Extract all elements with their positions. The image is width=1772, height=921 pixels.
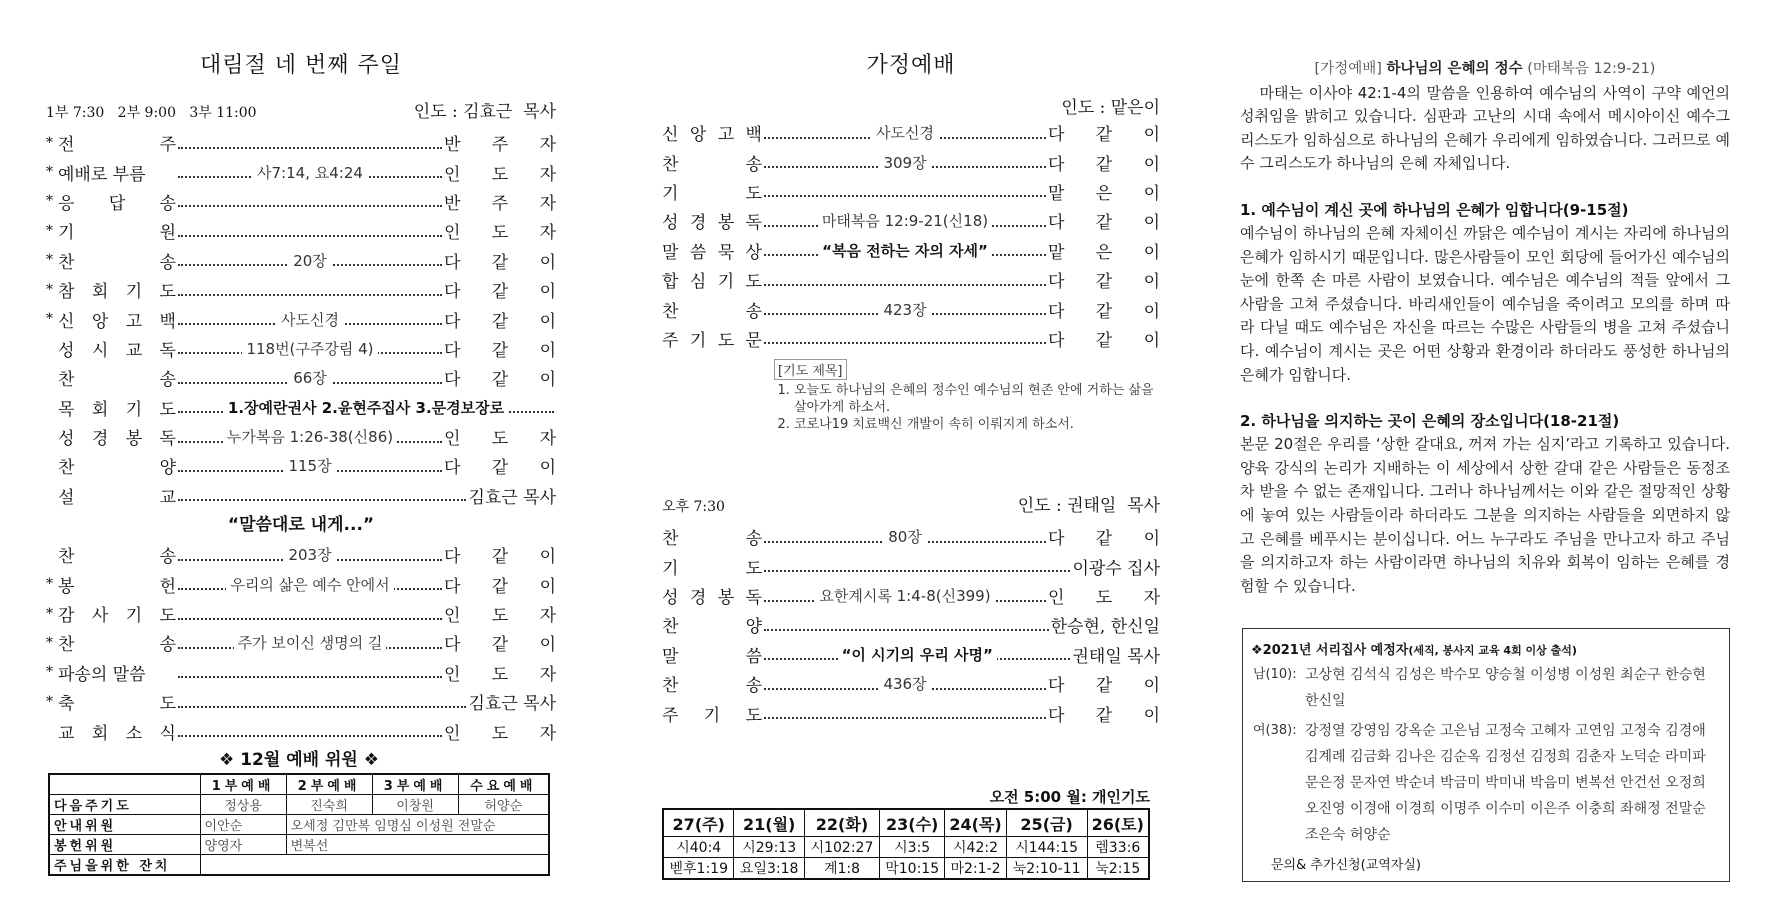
home-worship-column: [662, 0, 1160, 728]
devotion-tag: [가정예배]: [1314, 61, 1382, 77]
home-worship-title: 가정예배: [866, 53, 956, 78]
female-candidates: [1253, 718, 1723, 848]
order-item: [46, 628, 556, 657]
order-item-label: 기 원: [58, 223, 176, 244]
dotted-leader: [178, 576, 442, 592]
staff-member: 이안순: [200, 815, 286, 835]
dotted-leader: [764, 529, 1046, 545]
order-item-label: 기 도: [662, 558, 762, 579]
order-item-person: 다 같 이: [1048, 272, 1160, 293]
order-item: [46, 128, 556, 157]
daily-reading: 시40:4: [663, 837, 734, 858]
order-item-person: 다 같 이: [444, 547, 556, 568]
staff-header: 3부예배: [372, 774, 458, 795]
order-item-label: 성 경 봉 독: [662, 588, 762, 609]
section-1-title: 1. 예수님이 계신 곳에 하나님의 은혜가 임합니다(9-15절): [1240, 200, 1629, 219]
order-item-label: 목 회 기 도: [58, 399, 176, 420]
day-header: 21(월): [734, 809, 804, 837]
prayer-item: 2. 코로나19 치료백신 개발이 속히 이뤄지게 하소서.: [794, 416, 1160, 433]
order-item-person: 인 도 자: [444, 664, 556, 685]
order-item-person: 다 같 이: [444, 635, 556, 656]
day-header: 27(주): [663, 809, 734, 837]
order-item-label: 찬 송: [662, 154, 762, 175]
dotted-leader: [178, 370, 442, 386]
order-item-person: 다 같 이: [1048, 301, 1160, 322]
daily-reading: 벧후1:19: [663, 858, 734, 880]
order-item-person: 다 같 이: [444, 576, 556, 597]
order-item-person: 다 같 이: [444, 370, 556, 391]
staff-member: 이창원: [372, 795, 458, 815]
order-item-person: 다 같 이: [1048, 330, 1160, 351]
service-title: 대림절 네 번째 주일: [200, 53, 402, 78]
order-item-label: 성 시 교 독: [58, 340, 176, 361]
order-item-person: 다 같 이: [444, 458, 556, 479]
order-item: [662, 118, 1160, 147]
order-item-person: 김효근 목사: [468, 694, 556, 715]
dotted-leader: [178, 399, 554, 415]
day-header: 23(수): [880, 809, 945, 837]
order-item: [46, 304, 556, 333]
daily-reading-table: [662, 808, 1150, 880]
order-item-person: 인 도 자: [444, 606, 556, 627]
order-item-note: 우리의 삶은 예수 안에서: [226, 576, 393, 592]
order-item-person: 다 같 이: [1048, 154, 1160, 175]
order-item-person: 인 도 자: [444, 723, 556, 744]
dotted-leader: [764, 617, 1049, 633]
standing-mark: *: [46, 634, 53, 651]
evening-leader: 인도 : 권태일 목사: [1017, 496, 1160, 517]
deacon-candidates-box: [1242, 628, 1730, 882]
order-item: [662, 698, 1160, 727]
order-item-person: 다 같 이: [1048, 529, 1160, 550]
evening-order: [662, 522, 1160, 728]
staff-member: 양영자: [200, 835, 286, 855]
order-item-person: 인 도 자: [444, 164, 556, 185]
order-item: [662, 669, 1160, 698]
dotted-leader: [764, 588, 1046, 604]
dawn-prayer-note: 오전 5:00 월: 개인기도: [989, 788, 1150, 806]
order-item-note: 누가복음 1:26-38(신86): [223, 429, 397, 445]
order-of-service-continued: [46, 540, 556, 746]
evening-time: 오후 7:30: [662, 499, 725, 516]
standing-mark: *: [46, 222, 53, 239]
order-item-person: 다 같 이: [444, 311, 556, 332]
order-item-label: 찬 양: [662, 617, 762, 638]
dotted-leader: [764, 213, 1046, 229]
order-item-label: 성 경 봉 독: [662, 213, 762, 234]
dotted-leader: [178, 635, 442, 651]
daily-reading: 막10:15: [880, 858, 945, 880]
order-item-label: 봉 헌: [58, 576, 176, 597]
prayer-topics-title: [기도 제목]: [774, 359, 847, 380]
dotted-leader: [178, 429, 442, 445]
order-item: [662, 294, 1160, 323]
order-item: [46, 658, 556, 687]
order-item: [662, 610, 1160, 639]
order-item-note: 20장: [289, 252, 331, 268]
order-item-label: 찬 송: [58, 370, 176, 391]
daily-reading: 마2:1-2: [945, 858, 1006, 880]
order-of-service: [46, 128, 556, 510]
order-item-note: 309장: [879, 154, 930, 170]
prayer-topics: [774, 359, 1160, 433]
order-item-label: 찬 송: [58, 547, 176, 568]
dotted-leader: [178, 282, 442, 298]
home-leader: 인도 : 맡은이: [1061, 98, 1160, 118]
order-item-note: 요한계시록 1:4-8(신399): [815, 588, 994, 604]
dotted-leader: [178, 458, 442, 474]
dotted-leader: [764, 242, 1046, 258]
staff-member: 진숙희: [286, 795, 372, 815]
order-item-person: 인 도 자: [1048, 588, 1160, 609]
daily-reading: 렘33:6: [1087, 837, 1149, 858]
order-item-label: 주 기 도 문: [662, 330, 762, 351]
order-item-note: 80장: [884, 529, 926, 545]
dotted-leader: [178, 664, 442, 680]
staff-member: 정상용: [200, 795, 286, 815]
order-item-person: 다 같 이: [444, 282, 556, 303]
day-header: 25(금): [1006, 809, 1087, 837]
daily-reading: 시102:27: [804, 837, 879, 858]
staff-member: 변복선: [286, 835, 549, 855]
candidates-footer: 문의& 추가신청(교역자실): [1271, 858, 1421, 873]
order-item-label: 예배로 부름: [58, 164, 146, 185]
daily-reading: 요일3:18: [734, 858, 804, 880]
female-names: 강정열 강영임 강옥순 고은님 고정숙 고혜자 고연임 고정숙 김경애 김계례 김금화 김나은 김순옥 김정선 김정희 김춘자 노덕순 라미파 문은정 문자연 박순녀 박금미 박미내 박음미 변복선 안건선 오정희 오진영 이경애 이경희 이명주 이수미 이은주 이충희 좌해정 전말순 조은숙 허양순: [1305, 723, 1706, 843]
order-item-person: 맡 은 이: [1048, 183, 1160, 204]
order-item-label: 응 답 송: [58, 193, 176, 214]
candidates-title-text: ❖2021년 서리집사 예정자: [1251, 643, 1409, 658]
order-item-label: 축 도: [58, 694, 176, 715]
order-item-label: 신 앙 고 백: [662, 125, 762, 146]
dotted-leader: [178, 193, 442, 209]
dotted-leader: [764, 183, 1046, 199]
daily-reading: 시144:15: [1006, 837, 1087, 858]
order-item: [662, 236, 1160, 265]
order-item-person: 다 같 이: [1048, 213, 1160, 234]
standing-mark: *: [46, 605, 53, 622]
staff-header: [49, 774, 200, 795]
devotion-reference: (마태복음 12:9-21): [1527, 61, 1656, 77]
daily-reading: 눅2:15: [1087, 858, 1149, 880]
order-item-note: 203장: [284, 547, 335, 563]
order-item-person: 김효근 목사: [468, 487, 556, 508]
order-item: [46, 687, 556, 716]
order-item-note: 115장: [284, 458, 335, 474]
order-item: [662, 581, 1160, 610]
order-item-person: 다 같 이: [1048, 676, 1160, 697]
daily-reading: 눅2:10-11: [1006, 858, 1087, 880]
candidates-note: (세직, 봉사지 교육 4회 이상 출석): [1408, 644, 1577, 657]
sermon-title: “말씀대로 내게...”: [227, 515, 375, 536]
sunday-service-column: [46, 0, 556, 746]
dotted-leader: [178, 340, 442, 356]
dotted-leader: [764, 646, 1070, 662]
order-item-label: 주 기 도: [662, 705, 762, 726]
order-item-label: 전 주: [58, 135, 176, 156]
dotted-leader: [178, 252, 442, 268]
order-item-label: 교 회 소 식: [58, 723, 176, 744]
dotted-leader: [178, 135, 442, 151]
order-item: [662, 177, 1160, 206]
staff-title: ❖ 12월 예배 위원 ❖: [219, 750, 379, 770]
order-item-label: 말 씀 묵 상: [662, 242, 762, 263]
staff-member: 허양순: [458, 795, 549, 815]
order-item-person: 반 주 자: [444, 193, 556, 214]
staff-header: 1부예배: [200, 774, 286, 795]
order-item: [46, 716, 556, 745]
order-item-note: 1.장예란권사 2.윤현주집사 3.문경보장로: [224, 399, 508, 415]
order-item: [662, 265, 1160, 294]
order-item: [46, 157, 556, 186]
devotion-title: 하나님의 은혜의 정수: [1386, 61, 1523, 77]
staff-member: [200, 855, 549, 876]
order-item-person: 다 같 이: [1048, 125, 1160, 146]
order-item-label: 기 도: [662, 183, 762, 204]
order-item-person: 인 도 자: [444, 223, 556, 244]
staff-header: 수요예배: [458, 774, 549, 795]
order-item: [46, 451, 556, 480]
standing-mark: *: [46, 664, 53, 681]
dotted-leader: [764, 154, 1046, 170]
standing-mark: *: [46, 576, 53, 593]
standing-mark: *: [46, 281, 53, 298]
order-item-label: 찬 송: [58, 635, 176, 656]
order-item-person: 다 같 이: [1048, 705, 1160, 726]
home-leader-row: [662, 93, 1160, 118]
staff-header: 2부예배: [286, 774, 372, 795]
dotted-leader: [764, 330, 1046, 346]
daily-reading: 시3:5: [880, 837, 945, 858]
order-item: [46, 187, 556, 216]
order-item: [46, 246, 556, 275]
dotted-leader: [178, 223, 442, 239]
candidates-title: [1251, 639, 1729, 658]
standing-mark: *: [46, 164, 53, 181]
dotted-leader: [178, 547, 442, 563]
dotted-leader: [764, 705, 1046, 721]
service-times: 1부 7:30 2부 9:00 3부 11:00: [46, 105, 257, 121]
standing-mark: *: [46, 311, 53, 328]
standing-mark: *: [46, 134, 53, 151]
order-item-note: “복음 전하는 자의 자세”: [818, 242, 992, 258]
order-item-label: 말 씀: [662, 646, 762, 667]
standing-mark: *: [46, 693, 53, 710]
day-header: 26(토): [1087, 809, 1149, 837]
order-item: [46, 393, 556, 422]
dotted-leader: [764, 558, 1070, 574]
order-item-note: 사7:14, 요4:24: [253, 164, 367, 180]
male-candidates: [1253, 662, 1723, 714]
staff-role: 안내위원: [49, 815, 200, 835]
order-item: [46, 422, 556, 451]
day-header: 24(목): [945, 809, 1006, 837]
order-item: [46, 569, 556, 598]
order-item: [46, 216, 556, 245]
service-leader: 인도 : 김효근 목사: [413, 102, 556, 122]
order-item-note: 118번(구주강림 4): [242, 340, 377, 356]
dotted-leader: [178, 164, 442, 180]
order-item-person: 다 같 이: [444, 340, 556, 361]
service-meta: [46, 97, 556, 122]
devotion-column: [1240, 0, 1730, 598]
devotion-heading: [1240, 58, 1730, 82]
order-item-person: 반 주 자: [444, 135, 556, 156]
order-item: [46, 334, 556, 363]
order-item-person: 맡 은 이: [1048, 242, 1160, 263]
dotted-leader: [764, 676, 1046, 692]
order-item-label: 찬 송: [662, 529, 762, 550]
order-item-person: 한승현, 한신일: [1050, 617, 1160, 638]
order-item: [662, 522, 1160, 551]
order-item-label: 찬 송: [662, 301, 762, 322]
daily-reading: 시42:2: [945, 837, 1006, 858]
order-item-person: 인 도 자: [444, 429, 556, 450]
order-item: [46, 599, 556, 628]
dotted-leader: [764, 125, 1046, 141]
dotted-leader: [178, 311, 442, 327]
staff-role: 봉헌위원: [49, 835, 200, 855]
male-label: 남(10):: [1253, 667, 1297, 682]
order-item-note: 주가 보이신 생명의 길: [234, 635, 387, 651]
staff-member: 오세정 김만복 임명심 이성원 전말순: [286, 815, 549, 835]
male-names: 고상현 김석식 김성은 박수모 양승철 이성병 이성원 최순구 한승현 한신일: [1305, 667, 1706, 709]
order-item-note: 66장: [289, 370, 331, 386]
dotted-leader: [764, 272, 1046, 288]
order-item-label: 성 경 봉 독: [58, 429, 176, 450]
day-header: 22(화): [804, 809, 879, 837]
order-item-label: 참 회 기 도: [58, 282, 176, 303]
devotion-intro: 마태는 이사야 42:1-4의 말씀을 인용하여 예수님의 사역이 구약 예언의 성취임을 밝히고 있습니다. 심판과 고난의 시대 속에서 메시아이신 예수그리스도가 임하심으로 하나님의 은혜가 우리에게 임하였습니다. 그러므로 예수 그리스도가 하나님의 은혜 자체입니다.: [1240, 83, 1730, 173]
order-item-label: 찬 송: [662, 676, 762, 697]
daily-reading: 시29:13: [734, 837, 804, 858]
order-item-label: 신 앙 고 백: [58, 311, 176, 332]
order-item: [46, 275, 556, 304]
dotted-leader: [178, 487, 466, 503]
daily-reading: 계1:8: [804, 858, 879, 880]
staff-role: 주님을위한 잔치: [49, 855, 200, 876]
prayer-item: 1. 오늘도 하나님의 은혜의 정수인 예수님의 현존 안에 거하는 삶을 살아가게 하소서.: [794, 382, 1160, 416]
order-item-note: 마태복음 12:9-21(신18): [818, 213, 992, 229]
order-item-note: 436장: [879, 676, 930, 692]
staff-role: 다음주기도: [49, 795, 200, 815]
order-item: [662, 552, 1160, 581]
order-item-person: 이광수 집사: [1072, 558, 1160, 579]
section-1-body: 예수님이 하나님의 은혜 자체이신 까닭은 예수님이 계시는 자리에 하나님의 은혜가 임하시기 때문입니다. 많은사람들이 모인 회당에 들어가신 예수님의 눈에 한쪽 손 마른 사람이 보였습니다. 예수님은 예수님의 적들 앞에서 그 사람을 고쳐 주셨습니다. 바리새인들이 예수님을 죽이려고 모의를 하며 따라 다닐 때도 예수님은 자신을 따르는 수많은 사람들의 병을 고쳐 주셨습니다. 예수님이 계시는 곳은 어떤 상황과 환경이라 하더라도 풍성한 하나님의 은혜가 임합니다.: [1240, 223, 1730, 384]
order-item: [662, 147, 1160, 176]
order-item-note: 사도신경: [277, 311, 343, 327]
order-item-label: 파송의 말씀: [58, 664, 146, 685]
dotted-leader: [764, 301, 1046, 317]
order-item: [662, 640, 1160, 669]
order-item-label: 합 심 기 도: [662, 272, 762, 293]
order-item: [46, 363, 556, 392]
order-item: [662, 324, 1160, 353]
section-2-body: 본문 20절은 우리를 ‘상한 갈대요, 꺼져 가는 심지’라고 기록하고 있습니다. 양육 강식의 논리가 지배하는 이 세상에서 상한 갈대 같은 사람들은 동정조차 받을 수 없는 존재입니다. 그러나 하나님께서는 이와 같은 절망적인 상황에 놓여 있는 사람들이라 하더라도 그분을 의지하는 사람들을 외면하지 않고 은혜를 베푸시는 분이십니다. 어느 누구라도 주님을 만나고자 하고 주님을 의지하고자 하는 사람이라면 하나님의 치유와 회복이 임하는 은혜를 경험할 수 있습니다.: [1240, 435, 1730, 595]
order-item: [662, 206, 1160, 235]
dotted-leader: [178, 694, 466, 710]
standing-mark: *: [46, 252, 53, 269]
standing-mark: *: [46, 193, 53, 210]
order-item-note: “이 시기의 우리 사명”: [838, 646, 997, 662]
order-item: [46, 540, 556, 569]
order-item-label: 설 교: [58, 487, 176, 508]
order-item-label: 찬 양: [58, 458, 176, 479]
order-item-label: 감 사 기 도: [58, 606, 176, 627]
staff-table: [48, 773, 550, 876]
order-item-label: 찬 송: [58, 252, 176, 273]
section-2-title: 2. 하나님을 의지하는 곳이 은혜의 장소입니다(18-21절): [1240, 412, 1620, 431]
order-item-person: 다 같 이: [444, 252, 556, 273]
female-label: 여(38):: [1253, 723, 1297, 738]
dotted-leader: [178, 606, 442, 622]
home-worship-order: [662, 118, 1160, 353]
order-item-note: 사도신경: [872, 125, 938, 141]
dotted-leader: [178, 723, 442, 739]
order-item: [46, 481, 556, 510]
order-item-note: 423장: [879, 301, 930, 317]
evening-meta: [662, 491, 1160, 516]
order-item-person: 권태일 목사: [1072, 646, 1160, 667]
